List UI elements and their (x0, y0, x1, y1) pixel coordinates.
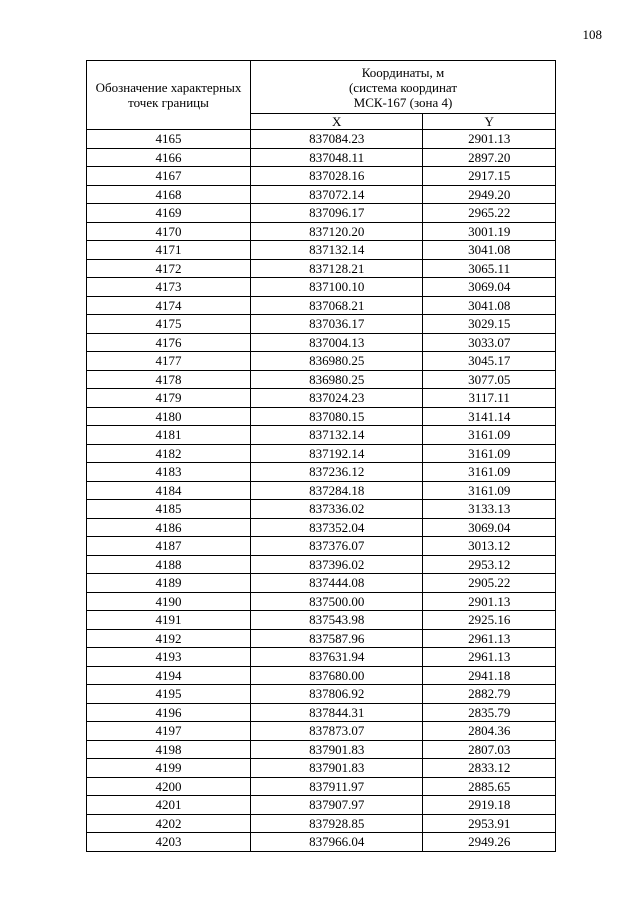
point-cell: 4173 (87, 278, 251, 297)
table-row (87, 759, 556, 778)
y-cell: 3077.05 (423, 370, 556, 389)
point-cell: 4179 (87, 389, 251, 408)
y-cell: 2901.13 (423, 592, 556, 611)
point-cell: 4200 (87, 777, 251, 796)
table-row (87, 740, 556, 759)
y-cell: 3069.04 (423, 278, 556, 297)
point-cell: 4199 (87, 759, 251, 778)
y-cell: 2917.15 (423, 167, 556, 186)
x-cell: 837844.31 (251, 703, 423, 722)
y-cell: 3065.11 (423, 259, 556, 278)
point-cell: 4184 (87, 481, 251, 500)
table-row (87, 259, 556, 278)
point-cell: 4186 (87, 518, 251, 537)
x-cell: 837284.18 (251, 481, 423, 500)
y-cell: 3161.09 (423, 426, 556, 445)
x-cell: 837096.17 (251, 204, 423, 223)
table-row (87, 315, 556, 334)
table-row (87, 611, 556, 630)
y-cell: 3013.12 (423, 537, 556, 556)
point-cell: 4188 (87, 555, 251, 574)
table-row (87, 389, 556, 408)
point-cell: 4170 (87, 222, 251, 241)
x-cell: 837806.92 (251, 685, 423, 704)
table-body (87, 130, 556, 852)
x-cell: 837004.13 (251, 333, 423, 352)
table-row (87, 444, 556, 463)
y-cell: 2905.22 (423, 574, 556, 593)
y-cell: 3069.04 (423, 518, 556, 537)
y-cell: 3161.09 (423, 444, 556, 463)
x-cell: 837680.00 (251, 666, 423, 685)
point-cell: 4197 (87, 722, 251, 741)
y-cell: 2835.79 (423, 703, 556, 722)
x-cell: 837336.02 (251, 500, 423, 519)
x-cell: 837028.16 (251, 167, 423, 186)
y-cell: 3161.09 (423, 481, 556, 500)
x-cell: 837024.23 (251, 389, 423, 408)
table-row (87, 833, 556, 852)
x-cell: 837084.23 (251, 130, 423, 149)
table-row (87, 167, 556, 186)
x-cell: 837631.94 (251, 648, 423, 667)
y-column-header: Y (423, 114, 556, 130)
y-cell: 3001.19 (423, 222, 556, 241)
point-cell: 4174 (87, 296, 251, 315)
point-cell: 4167 (87, 167, 251, 186)
table-header (87, 61, 556, 130)
table-row (87, 574, 556, 593)
x-cell: 837120.20 (251, 222, 423, 241)
table-row (87, 426, 556, 445)
table-row (87, 777, 556, 796)
point-cell: 4181 (87, 426, 251, 445)
point-cell: 4191 (87, 611, 251, 630)
point-cell: 4177 (87, 352, 251, 371)
point-column-header: Обозначение характерных точек границы (87, 61, 251, 130)
table-row (87, 722, 556, 741)
table-row (87, 204, 556, 223)
point-cell: 4202 (87, 814, 251, 833)
x-cell: 836980.25 (251, 370, 423, 389)
table-row (87, 130, 556, 149)
x-cell: 837128.21 (251, 259, 423, 278)
y-cell: 3041.08 (423, 241, 556, 260)
table-row (87, 814, 556, 833)
y-cell: 2897.20 (423, 148, 556, 167)
x-column-header: X (251, 114, 423, 130)
x-cell: 837928.85 (251, 814, 423, 833)
point-cell: 4165 (87, 130, 251, 149)
y-cell: 2953.91 (423, 814, 556, 833)
point-cell: 4195 (87, 685, 251, 704)
y-cell: 3117.11 (423, 389, 556, 408)
y-cell: 3033.07 (423, 333, 556, 352)
x-cell: 837100.10 (251, 278, 423, 297)
y-cell: 2919.18 (423, 796, 556, 815)
x-cell: 837352.04 (251, 518, 423, 537)
x-cell: 837376.07 (251, 537, 423, 556)
y-cell: 2807.03 (423, 740, 556, 759)
y-cell: 2941.18 (423, 666, 556, 685)
y-cell: 3029.15 (423, 315, 556, 334)
x-cell: 837543.98 (251, 611, 423, 630)
point-cell: 4172 (87, 259, 251, 278)
y-cell: 2885.65 (423, 777, 556, 796)
x-cell: 837068.21 (251, 296, 423, 315)
table-row (87, 796, 556, 815)
y-cell: 2965.22 (423, 204, 556, 223)
x-cell: 837907.97 (251, 796, 423, 815)
table-row (87, 629, 556, 648)
point-cell: 4178 (87, 370, 251, 389)
coordinates-header-line-1: Координаты, м (361, 64, 445, 80)
point-cell: 4190 (87, 592, 251, 611)
table-row (87, 518, 556, 537)
y-cell: 2804.36 (423, 722, 556, 741)
table-row (87, 278, 556, 297)
table-row (87, 481, 556, 500)
y-cell: 2961.13 (423, 648, 556, 667)
point-cell: 4194 (87, 666, 251, 685)
x-cell: 837132.14 (251, 426, 423, 445)
table-row (87, 555, 556, 574)
x-cell: 837192.14 (251, 444, 423, 463)
table-row (87, 648, 556, 667)
x-cell: 837911.97 (251, 777, 423, 796)
point-cell: 4171 (87, 241, 251, 260)
table-row (87, 333, 556, 352)
x-cell: 837072.14 (251, 185, 423, 204)
point-cell: 4182 (87, 444, 251, 463)
coordinates-group-header (251, 61, 556, 114)
point-cell: 4201 (87, 796, 251, 815)
x-cell: 837500.00 (251, 592, 423, 611)
table-row (87, 592, 556, 611)
y-cell: 3141.14 (423, 407, 556, 426)
y-cell: 2901.13 (423, 130, 556, 149)
y-cell: 2925.16 (423, 611, 556, 630)
point-cell: 4192 (87, 629, 251, 648)
table-row (87, 241, 556, 260)
coordinates-header-line-2: (система координат (348, 79, 458, 95)
x-cell: 837901.83 (251, 740, 423, 759)
point-cell: 4183 (87, 463, 251, 482)
x-cell: 837873.07 (251, 722, 423, 741)
table-row (87, 148, 556, 167)
table-row (87, 185, 556, 204)
table-row (87, 407, 556, 426)
table-row (87, 537, 556, 556)
point-cell: 4203 (87, 833, 251, 852)
page-number: 108 (582, 27, 602, 42)
y-cell: 2949.26 (423, 833, 556, 852)
point-cell: 4185 (87, 500, 251, 519)
table-row (87, 296, 556, 315)
table-row (87, 370, 556, 389)
x-cell: 837036.17 (251, 315, 423, 334)
y-cell: 2833.12 (423, 759, 556, 778)
table-row (87, 463, 556, 482)
x-cell: 837080.15 (251, 407, 423, 426)
point-cell: 4196 (87, 703, 251, 722)
point-cell: 4176 (87, 333, 251, 352)
point-cell: 4169 (87, 204, 251, 223)
point-cell: 4180 (87, 407, 251, 426)
x-cell: 837396.02 (251, 555, 423, 574)
point-cell: 4198 (87, 740, 251, 759)
x-cell: 837132.14 (251, 241, 423, 260)
point-cell: 4166 (87, 148, 251, 167)
point-cell: 4193 (87, 648, 251, 667)
table-row (87, 500, 556, 519)
x-cell: 836980.25 (251, 352, 423, 371)
point-cell: 4189 (87, 574, 251, 593)
x-cell: 837236.12 (251, 463, 423, 482)
point-cell: 4168 (87, 185, 251, 204)
point-cell: 4187 (87, 537, 251, 556)
y-cell: 2961.13 (423, 629, 556, 648)
x-cell: 837966.04 (251, 833, 423, 852)
x-cell: 837444.08 (251, 574, 423, 593)
point-cell: 4175 (87, 315, 251, 334)
y-cell: 2882.79 (423, 685, 556, 704)
x-cell: 837901.83 (251, 759, 423, 778)
x-cell: 837048.11 (251, 148, 423, 167)
table-row (87, 703, 556, 722)
table-row (87, 222, 556, 241)
y-cell: 3161.09 (423, 463, 556, 482)
coordinates-table (86, 60, 556, 852)
y-cell: 2953.12 (423, 555, 556, 574)
table-row (87, 666, 556, 685)
table-row (87, 352, 556, 371)
x-cell: 837587.96 (251, 629, 423, 648)
table-row (87, 685, 556, 704)
y-cell: 3041.08 (423, 296, 556, 315)
y-cell: 2949.20 (423, 185, 556, 204)
coordinates-header-line-3: МСК-167 (зона 4) (353, 94, 453, 110)
y-cell: 3133.13 (423, 500, 556, 519)
y-cell: 3045.17 (423, 352, 556, 371)
